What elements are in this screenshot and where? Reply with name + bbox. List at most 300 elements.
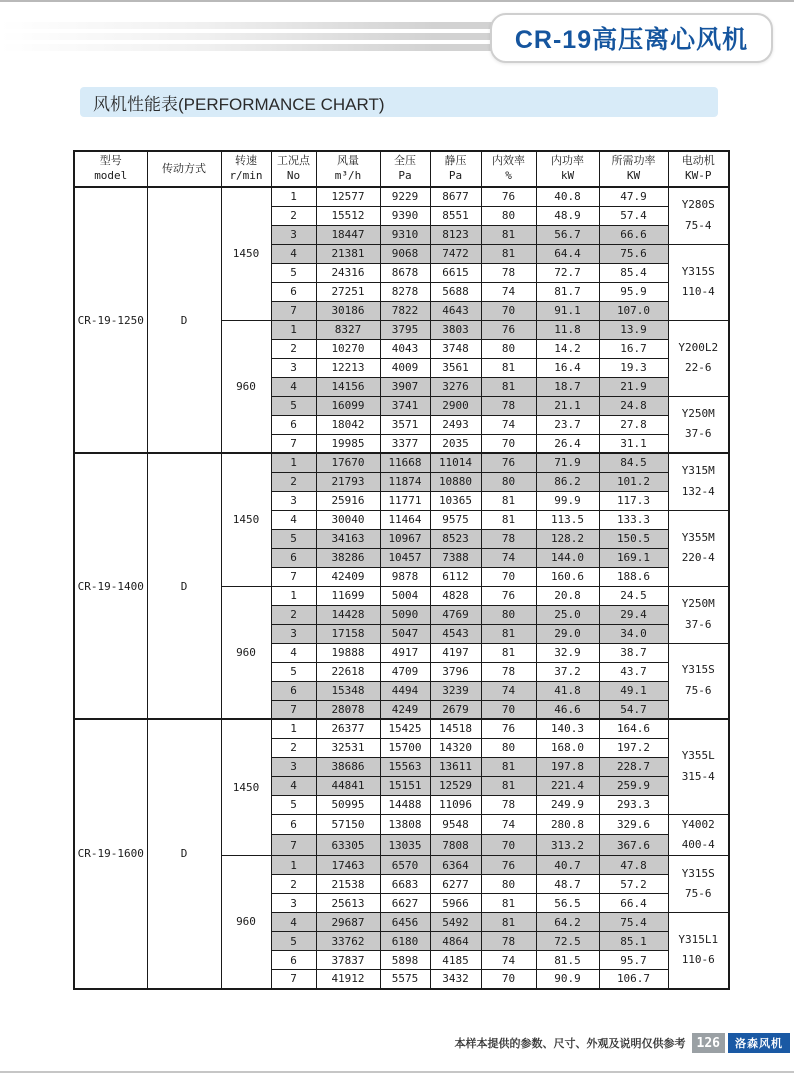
data-cell: 160.6: [536, 567, 599, 586]
point-no-cell: 1: [271, 320, 316, 339]
data-cell: 2900: [430, 396, 481, 415]
drive-cell: D: [147, 453, 221, 719]
data-cell: 78: [481, 662, 536, 681]
data-cell: 25916: [316, 491, 380, 510]
data-cell: 70: [481, 301, 536, 320]
motor-cell: Y315S 75-6: [668, 856, 729, 913]
point-no-cell: 1: [271, 586, 316, 605]
data-cell: 4043: [380, 339, 430, 358]
drive-cell: D: [147, 187, 221, 453]
data-cell: 11464: [380, 510, 430, 529]
data-cell: 49.1: [599, 681, 668, 700]
data-cell: 81.7: [536, 282, 599, 301]
data-cell: 57.2: [599, 875, 668, 894]
data-cell: 4543: [430, 624, 481, 643]
point-no-cell: 4: [271, 510, 316, 529]
data-cell: 6570: [380, 856, 430, 875]
data-cell: 4009: [380, 358, 430, 377]
data-cell: 21793: [316, 472, 380, 491]
data-cell: 8678: [380, 263, 430, 282]
data-cell: 23.7: [536, 415, 599, 434]
data-cell: 75.6: [599, 244, 668, 263]
data-cell: 10457: [380, 548, 430, 567]
data-cell: 81: [481, 776, 536, 795]
data-cell: 41.8: [536, 681, 599, 700]
data-cell: 6456: [380, 913, 430, 932]
data-cell: 128.2: [536, 529, 599, 548]
data-cell: 3561: [430, 358, 481, 377]
data-cell: 25.0: [536, 605, 599, 624]
data-cell: 5966: [430, 894, 481, 913]
data-cell: 48.7: [536, 875, 599, 894]
data-cell: 117.3: [599, 491, 668, 510]
motor-cell: Y355M 220-4: [668, 510, 729, 586]
data-cell: 3795: [380, 320, 430, 339]
data-cell: 81: [481, 510, 536, 529]
data-cell: 41912: [316, 970, 380, 989]
data-cell: 13.9: [599, 320, 668, 339]
column-header: 所需功率 KW: [599, 151, 668, 187]
data-cell: 188.6: [599, 567, 668, 586]
data-cell: 40.8: [536, 187, 599, 206]
data-cell: 76: [481, 719, 536, 738]
point-no-cell: 4: [271, 244, 316, 263]
point-no-cell: 4: [271, 913, 316, 932]
data-cell: 95.9: [599, 282, 668, 301]
data-cell: 29.4: [599, 605, 668, 624]
data-cell: 64.4: [536, 244, 599, 263]
header-stripe: [0, 22, 512, 29]
data-cell: 8327: [316, 320, 380, 339]
column-header: 电动机 KW-P: [668, 151, 729, 187]
header-stripes: [0, 22, 512, 55]
rpm-cell: 1450: [221, 187, 271, 320]
data-cell: 168.0: [536, 738, 599, 757]
point-no-cell: 2: [271, 738, 316, 757]
data-cell: 30186: [316, 301, 380, 320]
motor-cell: Y315S 110-4: [668, 244, 729, 320]
table-row: [74, 719, 729, 738]
model-cell: CR-19-1400: [74, 453, 147, 719]
data-cell: 5047: [380, 624, 430, 643]
point-no-cell: 6: [271, 282, 316, 301]
data-cell: 80: [481, 738, 536, 757]
motor-cell: Y315L1 110-6: [668, 913, 729, 989]
data-cell: 107.0: [599, 301, 668, 320]
data-cell: 80: [481, 339, 536, 358]
point-no-cell: 1: [271, 187, 316, 206]
drive-cell: D: [147, 719, 221, 989]
data-cell: 30040: [316, 510, 380, 529]
column-header: 全压 Pa: [380, 151, 430, 187]
data-cell: 29687: [316, 913, 380, 932]
data-cell: 18042: [316, 415, 380, 434]
data-cell: 70: [481, 567, 536, 586]
data-cell: 11874: [380, 472, 430, 491]
data-cell: 81: [481, 244, 536, 263]
point-no-cell: 6: [271, 681, 316, 700]
data-cell: 32531: [316, 738, 380, 757]
data-cell: 113.5: [536, 510, 599, 529]
motor-cell: Y200L2 22-6: [668, 320, 729, 396]
brand-badge: 洛森风机: [728, 1033, 790, 1053]
data-cell: 86.2: [536, 472, 599, 491]
data-cell: 78: [481, 529, 536, 548]
data-cell: 50995: [316, 795, 380, 814]
point-no-cell: 2: [271, 875, 316, 894]
data-cell: 221.4: [536, 776, 599, 795]
data-cell: 5575: [380, 970, 430, 989]
data-cell: 80: [481, 605, 536, 624]
data-cell: 2679: [430, 700, 481, 719]
data-cell: 4249: [380, 700, 430, 719]
data-cell: 34163: [316, 529, 380, 548]
point-no-cell: 3: [271, 624, 316, 643]
data-cell: 95.7: [599, 951, 668, 970]
data-cell: 27.8: [599, 415, 668, 434]
model-cell: CR-19-1600: [74, 719, 147, 989]
data-cell: 70: [481, 970, 536, 989]
column-header: 静压 Pa: [430, 151, 481, 187]
data-cell: 6627: [380, 894, 430, 913]
data-cell: 76: [481, 856, 536, 875]
point-no-cell: 5: [271, 396, 316, 415]
data-cell: 54.7: [599, 700, 668, 719]
data-cell: 197.8: [536, 757, 599, 776]
page-number-badge: 126: [692, 1033, 725, 1053]
point-no-cell: 5: [271, 529, 316, 548]
data-cell: 11668: [380, 453, 430, 472]
point-no-cell: 3: [271, 358, 316, 377]
data-cell: 9068: [380, 244, 430, 263]
point-no-cell: 4: [271, 776, 316, 795]
data-cell: 10270: [316, 339, 380, 358]
data-cell: 4828: [430, 586, 481, 605]
data-cell: 81: [481, 913, 536, 932]
data-cell: 150.5: [599, 529, 668, 548]
point-no-cell: 7: [271, 434, 316, 453]
data-cell: 38686: [316, 757, 380, 776]
data-cell: 21.1: [536, 396, 599, 415]
page-footer: [455, 1033, 790, 1053]
data-cell: 31.1: [599, 434, 668, 453]
data-cell: 19985: [316, 434, 380, 453]
section-title: 风机性能表(PERFORMANCE CHART): [93, 94, 385, 114]
data-cell: 15563: [380, 757, 430, 776]
point-no-cell: 5: [271, 662, 316, 681]
data-cell: 197.2: [599, 738, 668, 757]
data-cell: 9878: [380, 567, 430, 586]
rpm-cell: 960: [221, 586, 271, 719]
data-cell: 4864: [430, 932, 481, 951]
data-cell: 71.9: [536, 453, 599, 472]
data-cell: 4769: [430, 605, 481, 624]
point-no-cell: 5: [271, 795, 316, 814]
data-cell: 85.1: [599, 932, 668, 951]
data-cell: 64.2: [536, 913, 599, 932]
data-cell: 164.6: [599, 719, 668, 738]
data-cell: 12213: [316, 358, 380, 377]
rpm-cell: 1450: [221, 453, 271, 586]
data-cell: 57.4: [599, 206, 668, 225]
point-no-cell: 3: [271, 757, 316, 776]
data-cell: 22618: [316, 662, 380, 681]
data-cell: 19888: [316, 643, 380, 662]
data-cell: 3239: [430, 681, 481, 700]
data-cell: 81: [481, 894, 536, 913]
motor-cell: Y315S 75-6: [668, 643, 729, 719]
data-cell: 26377: [316, 719, 380, 738]
data-cell: 90.9: [536, 970, 599, 989]
data-cell: 74: [481, 681, 536, 700]
data-cell: 10967: [380, 529, 430, 548]
column-header: 内效率 %: [481, 151, 536, 187]
column-header: 内功率 kW: [536, 151, 599, 187]
data-cell: 29.0: [536, 624, 599, 643]
data-cell: 74: [481, 548, 536, 567]
data-cell: 76: [481, 453, 536, 472]
data-cell: 99.9: [536, 491, 599, 510]
data-cell: 3276: [430, 377, 481, 396]
data-cell: 3803: [430, 320, 481, 339]
data-cell: 37.2: [536, 662, 599, 681]
data-cell: 91.1: [536, 301, 599, 320]
point-no-cell: 5: [271, 263, 316, 282]
data-cell: 8551: [430, 206, 481, 225]
data-cell: 63305: [316, 835, 380, 856]
data-cell: 9310: [380, 225, 430, 244]
data-cell: 9229: [380, 187, 430, 206]
data-cell: 7388: [430, 548, 481, 567]
page-title-box: [490, 13, 773, 63]
data-cell: 24.5: [599, 586, 668, 605]
column-header: 转速 r/min: [221, 151, 271, 187]
data-cell: 37837: [316, 951, 380, 970]
data-cell: 3432: [430, 970, 481, 989]
point-no-cell: 5: [271, 932, 316, 951]
data-cell: 8278: [380, 282, 430, 301]
data-cell: 8523: [430, 529, 481, 548]
page-title: CR-19高压离心风机: [514, 26, 749, 54]
data-cell: 15425: [380, 719, 430, 738]
data-cell: 14518: [430, 719, 481, 738]
data-cell: 15348: [316, 681, 380, 700]
data-cell: 81: [481, 624, 536, 643]
data-cell: 24.8: [599, 396, 668, 415]
point-no-cell: 6: [271, 548, 316, 567]
data-cell: 66.4: [599, 894, 668, 913]
data-cell: 13035: [380, 835, 430, 856]
data-cell: 81: [481, 225, 536, 244]
data-cell: 46.6: [536, 700, 599, 719]
bottom-divider: [0, 1071, 794, 1073]
data-cell: 5090: [380, 605, 430, 624]
motor-cell: Y250M 37-6: [668, 586, 729, 643]
data-cell: 11096: [430, 795, 481, 814]
data-cell: 78: [481, 263, 536, 282]
data-cell: 80: [481, 206, 536, 225]
motor-cell: Y4002 400-4: [668, 814, 729, 856]
data-cell: 78: [481, 932, 536, 951]
data-cell: 3907: [380, 377, 430, 396]
data-cell: 76: [481, 586, 536, 605]
data-cell: 32.9: [536, 643, 599, 662]
data-cell: 76: [481, 187, 536, 206]
header-stripe: [0, 33, 512, 40]
motor-cell: Y250M 37-6: [668, 396, 729, 453]
point-no-cell: 7: [271, 301, 316, 320]
data-cell: 42409: [316, 567, 380, 586]
data-cell: 75.4: [599, 913, 668, 932]
data-cell: 81.5: [536, 951, 599, 970]
point-no-cell: 3: [271, 894, 316, 913]
data-cell: 11699: [316, 586, 380, 605]
data-cell: 11014: [430, 453, 481, 472]
motor-cell: Y280S 75-4: [668, 187, 729, 244]
data-cell: 6683: [380, 875, 430, 894]
performance-table: [73, 150, 730, 990]
data-cell: 81: [481, 757, 536, 776]
header-stripe: [0, 44, 512, 51]
data-cell: 106.7: [599, 970, 668, 989]
data-cell: 17463: [316, 856, 380, 875]
data-cell: 21381: [316, 244, 380, 263]
data-cell: 74: [481, 951, 536, 970]
point-no-cell: 1: [271, 856, 316, 875]
data-cell: 169.1: [599, 548, 668, 567]
table-row: [74, 187, 729, 206]
data-cell: 4643: [430, 301, 481, 320]
data-cell: 66.6: [599, 225, 668, 244]
data-cell: 80: [481, 875, 536, 894]
point-no-cell: 2: [271, 339, 316, 358]
data-cell: 74: [481, 415, 536, 434]
point-no-cell: 7: [271, 700, 316, 719]
data-cell: 7472: [430, 244, 481, 263]
data-cell: 26.4: [536, 434, 599, 453]
data-cell: 70: [481, 700, 536, 719]
data-cell: 259.9: [599, 776, 668, 795]
point-no-cell: 2: [271, 605, 316, 624]
data-cell: 20.8: [536, 586, 599, 605]
point-no-cell: 6: [271, 415, 316, 434]
point-no-cell: 6: [271, 814, 316, 835]
data-cell: 34.0: [599, 624, 668, 643]
column-header: 型号 model: [74, 151, 147, 187]
data-cell: 16.4: [536, 358, 599, 377]
column-header: 传动方式: [147, 151, 221, 187]
data-cell: 38286: [316, 548, 380, 567]
data-cell: 15512: [316, 206, 380, 225]
data-cell: 16099: [316, 396, 380, 415]
data-cell: 6615: [430, 263, 481, 282]
header-row: [74, 151, 729, 187]
data-cell: 5492: [430, 913, 481, 932]
data-cell: 43.7: [599, 662, 668, 681]
data-cell: 4917: [380, 643, 430, 662]
data-cell: 329.6: [599, 814, 668, 835]
data-cell: 81: [481, 643, 536, 662]
data-cell: 18447: [316, 225, 380, 244]
data-cell: 6364: [430, 856, 481, 875]
table-body: [74, 187, 729, 989]
data-cell: 18.7: [536, 377, 599, 396]
data-cell: 70: [481, 434, 536, 453]
data-cell: 72.7: [536, 263, 599, 282]
data-cell: 9575: [430, 510, 481, 529]
data-cell: 8123: [430, 225, 481, 244]
column-header: 风量 m³/h: [316, 151, 380, 187]
column-header: 工况点 No: [271, 151, 316, 187]
data-cell: 48.9: [536, 206, 599, 225]
data-cell: 47.8: [599, 856, 668, 875]
data-cell: 5688: [430, 282, 481, 301]
point-no-cell: 3: [271, 225, 316, 244]
data-cell: 81: [481, 377, 536, 396]
data-cell: 21538: [316, 875, 380, 894]
table-head: [74, 151, 729, 187]
data-cell: 2035: [430, 434, 481, 453]
data-cell: 228.7: [599, 757, 668, 776]
model-cell: CR-19-1250: [74, 187, 147, 453]
data-cell: 4197: [430, 643, 481, 662]
data-cell: 57150: [316, 814, 380, 835]
data-cell: 5004: [380, 586, 430, 605]
data-cell: 280.8: [536, 814, 599, 835]
point-no-cell: 2: [271, 472, 316, 491]
point-no-cell: 7: [271, 567, 316, 586]
data-cell: 367.6: [599, 835, 668, 856]
data-cell: 2493: [430, 415, 481, 434]
data-cell: 12529: [430, 776, 481, 795]
data-cell: 293.3: [599, 795, 668, 814]
data-cell: 47.9: [599, 187, 668, 206]
point-no-cell: 7: [271, 835, 316, 856]
data-cell: 101.2: [599, 472, 668, 491]
point-no-cell: 3: [271, 491, 316, 510]
data-cell: 9548: [430, 814, 481, 835]
data-cell: 19.3: [599, 358, 668, 377]
point-no-cell: 6: [271, 951, 316, 970]
top-divider: [0, 0, 794, 2]
point-no-cell: 2: [271, 206, 316, 225]
data-cell: 4185: [430, 951, 481, 970]
data-cell: 8677: [430, 187, 481, 206]
data-cell: 14156: [316, 377, 380, 396]
data-cell: 56.7: [536, 225, 599, 244]
data-cell: 85.4: [599, 263, 668, 282]
data-cell: 78: [481, 795, 536, 814]
data-cell: 21.9: [599, 377, 668, 396]
point-no-cell: 7: [271, 970, 316, 989]
point-no-cell: 4: [271, 377, 316, 396]
data-cell: 3571: [380, 415, 430, 434]
point-no-cell: 1: [271, 719, 316, 738]
data-cell: 4494: [380, 681, 430, 700]
data-cell: 10880: [430, 472, 481, 491]
data-cell: 74: [481, 282, 536, 301]
data-cell: 27251: [316, 282, 380, 301]
data-cell: 11771: [380, 491, 430, 510]
data-cell: 81: [481, 358, 536, 377]
data-cell: 12577: [316, 187, 380, 206]
section-title-bar: [80, 87, 718, 117]
data-cell: 14428: [316, 605, 380, 624]
data-cell: 16.7: [599, 339, 668, 358]
data-cell: 313.2: [536, 835, 599, 856]
footer-note: 本样本提供的参数、尺寸、外观及说明仅供参考: [454, 1038, 686, 1050]
data-cell: 133.3: [599, 510, 668, 529]
